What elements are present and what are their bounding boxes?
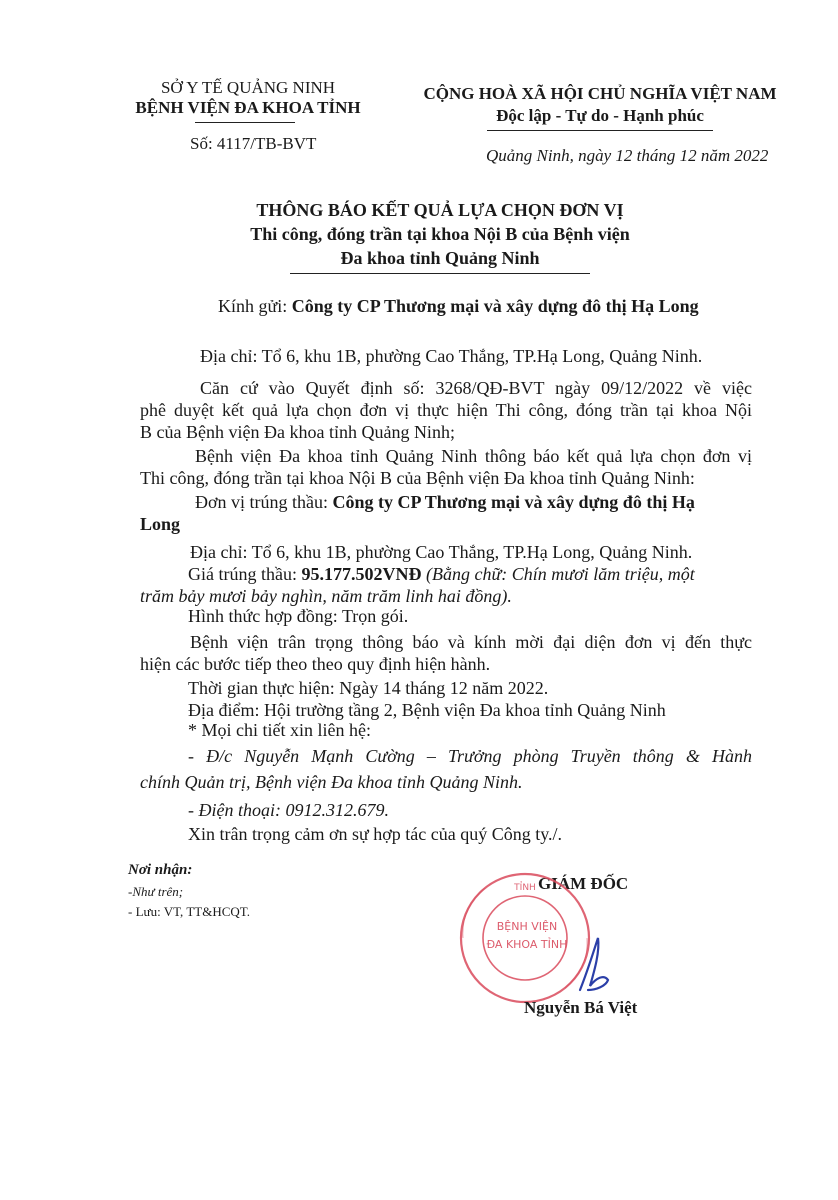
notice-line2: Thi công, đóng trần tại khoa Nội B của Bệnh viện Đa khoa tỉnh Quảng Ninh: [140, 468, 695, 488]
contract-form: Hình thức hợp đồng: Trọn gói. [188, 606, 409, 626]
closing-thanks: Xin trân trọng cảm ơn sự hợp tác của quý Công ty./. [188, 824, 563, 844]
national-title: CỘNG HOÀ XÃ HỘI CHỦ NGHĨA VIỆT NAM [423, 84, 777, 103]
basis-line3: B của Bệnh viện Đa khoa tỉnh Quảng Ninh; [140, 422, 455, 442]
winner-label: Đơn vị trúng thầu: [195, 492, 333, 512]
notice-subtitle-line1: Thi công, đóng trần tại khoa Nội B của Bệnh viện [250, 224, 630, 244]
recipients-line1: -Như trên; [128, 884, 184, 899]
contact-person-line1: - Đ/c Nguyễn Mạnh Cường – Trưởng phòng Truyền thông & Hành [188, 746, 752, 766]
date-line: Quảng Ninh, ngày 12 tháng 12 năm 2022 [486, 146, 769, 165]
issuer-hospital: BỆNH VIỆN ĐA KHOA TỈNH [135, 98, 361, 117]
recipients-line2: - Lưu: VT, TT&HCQT. [128, 904, 250, 919]
price-label: Giá trúng thầu: [188, 564, 302, 584]
basis-line1: Căn cứ vào Quyết định số: 3268/QĐ-BVT ngày 09/12/2022 về việc [200, 378, 752, 398]
invite-line1: Bệnh viện trân trọng thông báo và kính mời đại diện đơn vị đến thực [190, 632, 752, 652]
seal-inner-line2: ĐA KHOA TỈNH [486, 938, 568, 951]
title-underline [290, 273, 590, 274]
recipient-label: Kính gửi: [218, 296, 292, 316]
signature-stroke-icon [560, 930, 630, 1000]
recipient-name: Công ty CP Thương mại và xây dựng đô thị Hạ Long [291, 296, 699, 316]
price-words: (Bằng chữ: Chín mươi lăm triệu, một [421, 564, 695, 584]
signer-position: GIÁM ĐỐC [538, 874, 629, 893]
winner-line2: Long [140, 514, 181, 534]
national-motto: Độc lập - Tự do - Hạnh phúc [496, 106, 704, 125]
winner-name: Công ty CP Thương mại và xây dựng đô thị Hạ [332, 492, 695, 512]
seal-inner-line1: BỆNH VIỆN [496, 920, 558, 933]
motto-underline [487, 130, 713, 131]
contact-phone: - Điện thoại: 0912.312.679. [188, 800, 389, 820]
winner-line1 [195, 492, 752, 513]
document-number: Số: 4117/TB-BVT [190, 134, 317, 153]
execution-time: Thời gian thực hiện: Ngày 14 tháng 12 năm 2022. [188, 678, 549, 698]
notice-subtitle-line2: Đa khoa tỉnh Quảng Ninh [340, 248, 540, 268]
company-address: Địa chỉ: Tổ 6, khu 1B, phường Cao Thắng, TP.Hạ Long, Quảng Ninh. [200, 346, 703, 366]
issuer-ministry: SỞ Y TẾ QUẢNG NINH [160, 78, 336, 97]
winner-address: Địa chỉ: Tổ 6, khu 1B, phường Cao Thắng, TP.Hạ Long, Quảng Ninh. [190, 542, 693, 562]
invite-line2: hiện các bước tiếp theo theo quy định hiện hành. [140, 654, 491, 674]
price-line1 [188, 564, 695, 585]
contact-person-line2: chính Quản trị, Bệnh viện Đa khoa tỉnh Quảng Ninh. [140, 772, 523, 792]
recipients-heading: Nơi nhận: [128, 862, 193, 878]
contact-intro: * Mọi chi tiết xin liên hệ: [188, 720, 371, 740]
issuer-underline [195, 122, 295, 123]
seal-top-text: TỈNH [514, 883, 536, 893]
recipient-line [218, 296, 699, 317]
basis-line2: phê duyệt kết quả lựa chọn đơn vị thực hiện Thi công, đóng trần tại khoa Nội [140, 400, 752, 420]
price-line2: trăm bảy mươi bảy nghìn, năm trăm linh hai đồng). [140, 586, 512, 606]
price-value: 95.177.502VNĐ [301, 564, 422, 584]
notice-title: THÔNG BÁO KẾT QUẢ LỰA CHỌN ĐƠN VỊ [256, 200, 624, 220]
signer-name: Nguyễn Bá Việt [524, 998, 638, 1017]
execution-place: Địa điểm: Hội trường tầng 2, Bệnh viện Đa khoa tỉnh Quảng Ninh [188, 700, 666, 720]
notice-line1: Bệnh viện Đa khoa tỉnh Quảng Ninh thông báo kết quả lựa chọn đơn vị [195, 446, 752, 466]
